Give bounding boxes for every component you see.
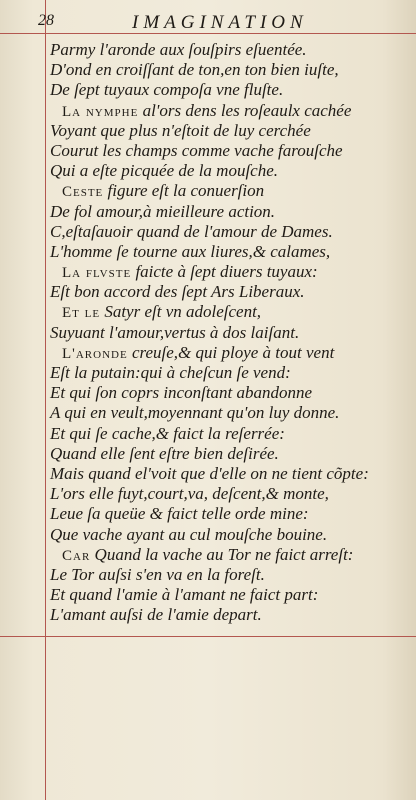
verse-line-text: L'ors elle fuyt,court,va, deſcent,& monte, — [50, 484, 329, 504]
verse-line — [50, 282, 405, 302]
verse-line-text: D'ond en croiſſant de ton,en ton bien iuſte, — [50, 60, 339, 80]
verse-line-text: Courut les champs comme vache farouſche — [50, 140, 343, 160]
verse-line — [50, 202, 405, 222]
verse-line — [50, 484, 405, 504]
verse-line-text: Eſt bon accord des ſept Ars Liberaux. — [50, 282, 305, 302]
verse-line-text: Leue ſa queüe & faict telle orde mine: — [50, 504, 309, 524]
verse-line-text: L'homme ſe tourne aux liures,& calames, — [50, 241, 331, 261]
verse-line — [50, 161, 405, 181]
verse-line-text: Le Tor auſsi s'en va en la foreſt. — [50, 564, 265, 584]
verse-line — [50, 585, 405, 605]
running-title: IMAGINATION — [132, 12, 308, 33]
verse-line-text: faicte à ſept diuers tuyaux: — [131, 262, 318, 282]
verse-line — [50, 40, 405, 60]
verse-line — [50, 403, 405, 423]
verse-line — [50, 242, 405, 262]
verse-line — [50, 262, 405, 282]
verse-line-text: Et qui ſon coprs inconſtant abandonne — [50, 383, 313, 403]
small-caps-lead: Car — [62, 547, 91, 564]
page-header — [0, 10, 416, 34]
verse-line — [50, 525, 405, 545]
verse-line-text: Parmy l'aronde aux ſouſpirs eſuentée. — [50, 40, 307, 59]
verse-line-text: Mais quand el'voit que d'elle on ne tient cõpte: — [50, 463, 369, 483]
verse-line-text: L'amant auſsi de l'amie depart. — [50, 605, 262, 625]
verse-line-text: A qui en veult,moyennant qu'on luy donne. — [50, 403, 340, 423]
verse-line — [50, 141, 405, 161]
verse-line — [50, 302, 405, 322]
verse-line-text: figure eſt la conuerſion — [103, 181, 265, 201]
verse-line-text: Et quand l'amie à l'amant ne faict part: — [50, 585, 319, 605]
verse-line-text: Qui a eſte picquée de la mouſche. — [50, 161, 279, 181]
verse-text — [50, 40, 405, 625]
verse-line — [50, 383, 405, 403]
verse-line-text: C,eſtaſauoir quand de l'amour de Dames. — [50, 221, 333, 241]
verse-line — [50, 121, 405, 141]
verse-line-text: Suyuant l'amour,vertus à dos laiſant. — [50, 322, 300, 342]
verse-line-text: Eſt la putain:qui à cheſcun ſe vend: — [50, 363, 291, 382]
verse-line — [50, 545, 405, 565]
small-caps-lead: L'aronde — [62, 345, 128, 362]
verse-line-text: Satyr eſt vn adoleſcent, — [100, 302, 262, 322]
bottom-margin-rule — [0, 636, 416, 637]
small-caps-lead: La nymphe — [62, 103, 139, 120]
verse-line-text: Et qui ſe cache,& faict la reſerrée: — [50, 423, 285, 443]
verse-line-text: De fol amour,à mieilleure action. — [50, 201, 276, 221]
verse-line — [50, 181, 405, 201]
small-caps-lead: La flvste — [62, 265, 132, 282]
verse-line — [50, 363, 405, 383]
verse-line — [50, 101, 405, 121]
verse-line-text: Voyant que plus n'eſtoit de luy cerchée — [50, 120, 311, 140]
verse-line — [50, 80, 405, 100]
verse-line-text: al'ors dens les roſeaulx cachée — [138, 100, 352, 120]
verse-line — [50, 605, 405, 625]
verse-line-text: De ſept tuyaux compoſa vne fluſte. — [50, 80, 284, 100]
verse-line — [50, 444, 405, 464]
verse-line — [50, 424, 405, 444]
verse-line-text: Que vache ayant au cul mouſche bouine. — [50, 524, 328, 544]
verse-line — [50, 60, 405, 80]
verse-line-text: creuſe,& qui ploye à tout vent — [127, 342, 335, 362]
verse-line — [50, 504, 405, 524]
verse-line — [50, 565, 405, 585]
page-number: 28 — [38, 12, 54, 29]
verse-line — [50, 464, 405, 484]
small-caps-lead: Ceste — [62, 184, 104, 201]
left-margin-rule — [45, 0, 46, 800]
verse-line-text: Quand elle ſent eſtre bien deſirée. — [50, 443, 279, 463]
verse-line — [50, 323, 405, 343]
small-caps-lead: Et le — [62, 305, 101, 322]
verse-line-text: Quand la vache au Tor ne faict arreſt: — [90, 544, 354, 564]
verse-line — [50, 343, 405, 363]
verse-line — [50, 222, 405, 242]
